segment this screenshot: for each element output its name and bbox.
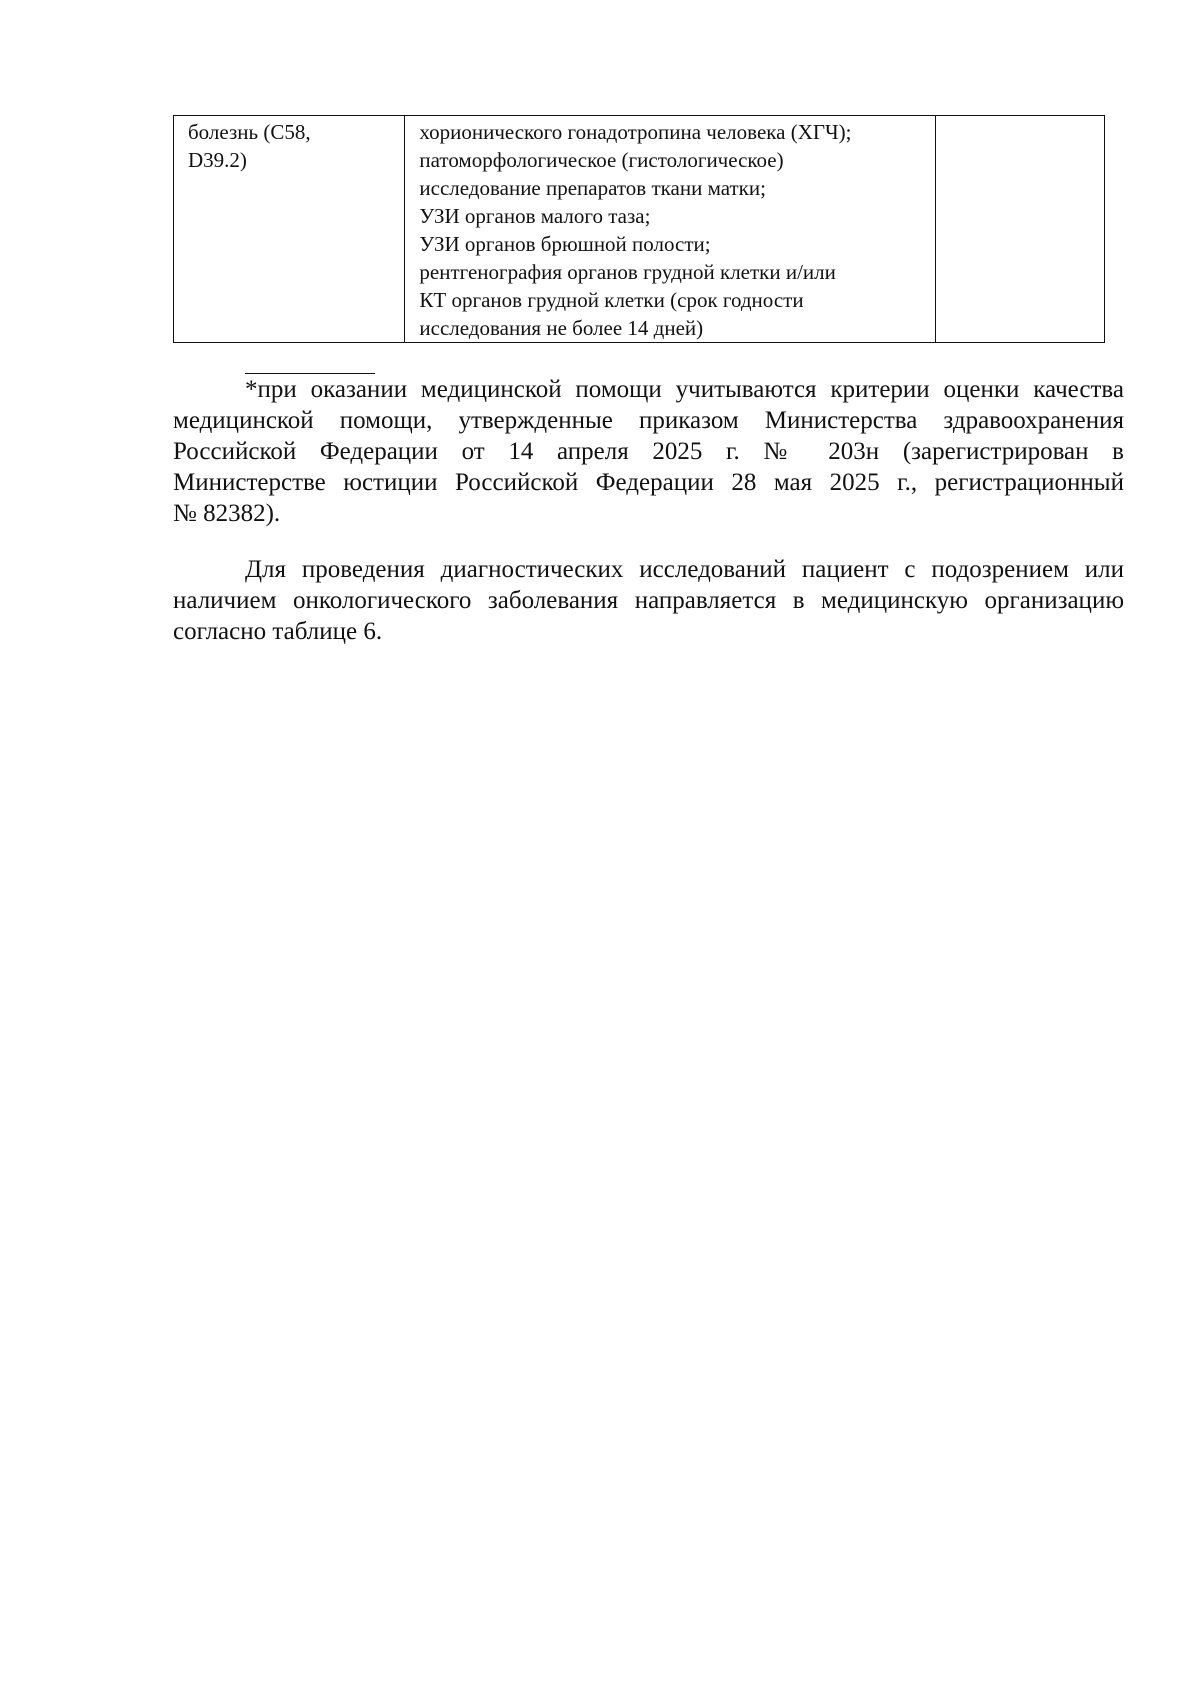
empty-cell xyxy=(936,116,1105,343)
body-line: наличием онкологического заболевания направляется в медицинскую организацию xyxy=(173,587,1124,614)
table-row xyxy=(174,116,1105,343)
cell-text-line: исследование препаратов ткани матки; xyxy=(419,176,766,200)
footnote-line: № 82382). xyxy=(173,500,281,527)
footnote-line: Российской Федерации от 14 апреля 2025 г. № 203н (зарегистрирован в xyxy=(173,438,1124,465)
cell-text-line: хорионического гонадотропина человека (ХГЧ); xyxy=(419,120,852,144)
cell-text-line: рентгенография органов грудной клетки и/или xyxy=(419,260,836,284)
footnote-line: Министерстве юстиции Российской Федерации 28 мая 2025 г., регистрационный xyxy=(173,469,1124,496)
cell-text-line: исследования не более 14 дней) xyxy=(419,316,704,340)
continuation-table xyxy=(173,115,1105,343)
cell-text-line: D39.2) xyxy=(188,148,247,172)
body-paragraph xyxy=(173,554,1124,647)
cell-text-line: болезнь (C58, xyxy=(188,120,311,144)
cell-text-line: КТ органов грудной клетки (срок годности xyxy=(419,288,804,312)
cell-text-line: патоморфологическое (гистологическое) xyxy=(419,148,784,172)
body-line: Для проведения диагностических исследований пациент с подозрением или xyxy=(245,556,1124,583)
footnote-paragraph xyxy=(173,374,1124,529)
examinations-cell xyxy=(405,116,936,343)
footnote-line: медицинской помощи, утвержденные приказом Министерства здравоохранения xyxy=(173,407,1124,434)
cell-text-line: УЗИ органов брюшной полости; xyxy=(419,232,711,256)
diagnosis-code-cell xyxy=(174,116,405,343)
cell-text-line: УЗИ органов малого таза; xyxy=(419,204,651,228)
body-line: согласно таблице 6. xyxy=(173,618,383,645)
footnote-line: *при оказании медицинской помощи учитываются критерии оценки качества xyxy=(245,376,1124,403)
